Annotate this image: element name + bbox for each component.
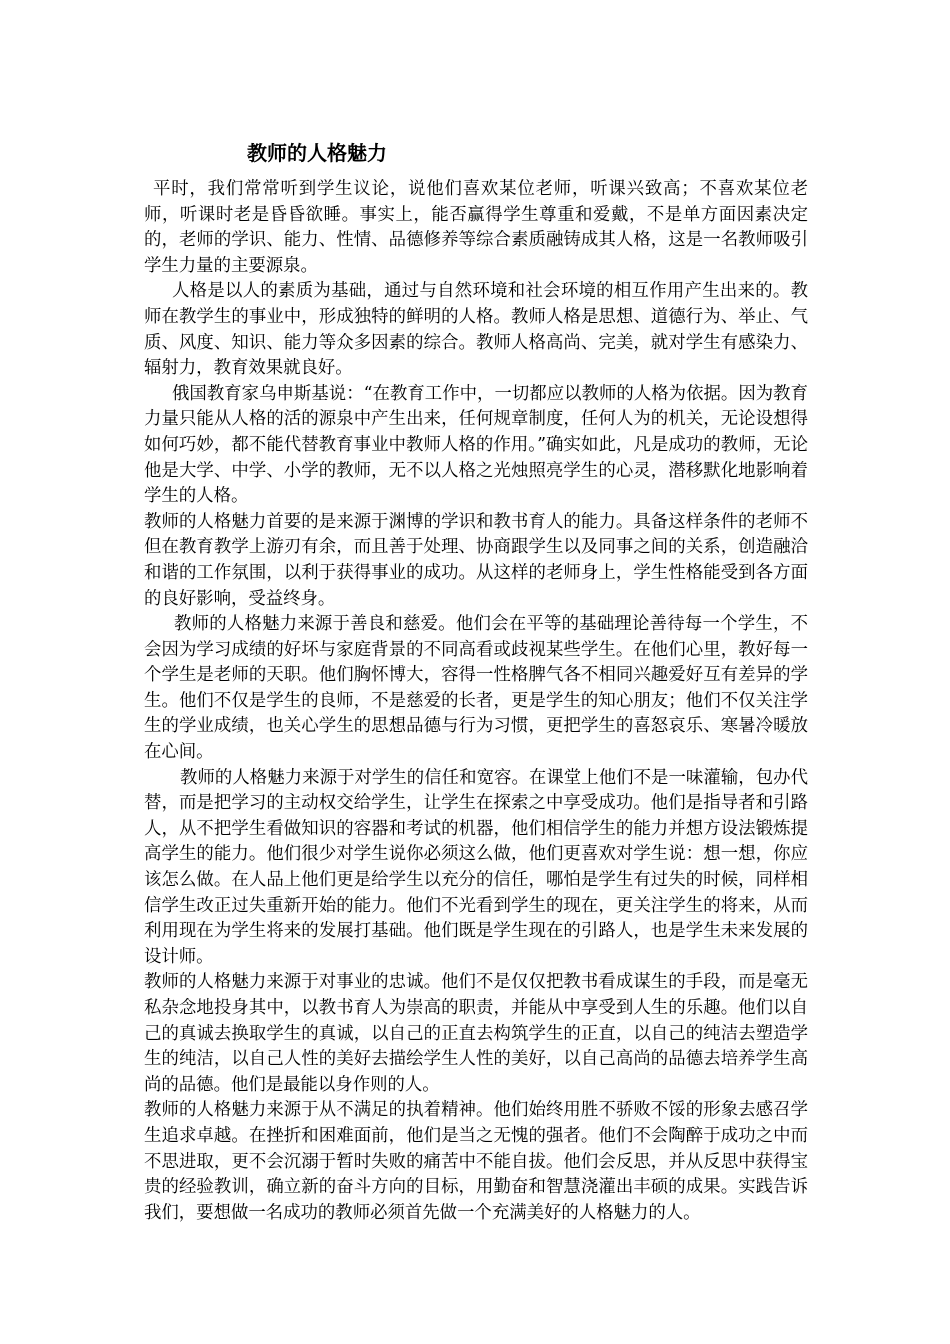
document-body [144, 177, 808, 1226]
paragraph-trust-tolerance: 教师的人格魅力来源于对学生的信任和宽容。在课堂上他们不是一味灌输，包办代替，而是把学习的主动权交给学生，让学生在探索之中享受成功。他们是指导者和引路人，从不把学生看做知识的容器和考试的机器，他们相信学生的能力并想方设法锻炼提高学生的能力。他们很少对学生说你必须这么做，他们更喜欢对学生说：想一想，你应该怎么做。在人品上他们更是给学生以充分的信任，哪怕是学生有过失的时候，同样相信学生改正过失重新开始的能力。他们不光看到学生的现在，更关注学生的将来，从而利用现在为学生将来的发展打基础。他们既是学生现在的引路人，也是学生未来发展的设计师。 [144, 767, 808, 967]
paragraph-intro: 平时，我们常常听到学生议论，说他们喜欢某位老师，听课兴致高；不喜欢某位老师，听课时老是昏昏欲睡。事实上，能否赢得学生尊重和爱戴，不是单方面因素决定的，老师的学识、能力、性情、品德修养等综合素质融铸成其人格，这是一名教师吸引学生力量的主要源泉。 [144, 179, 808, 276]
paragraph-personality-definition: 人格是以人的素质为基础，通过与自然环境和社会环境的相互作用产生出来的。教师在教学生的事业中，形成独特的鲜明的人格。教师人格是思想、道德行为、举止、气质、风度、知识、能力等众多因素的综合。教师人格高尚、完美，就对学生有感染力、辐射力，教育效果就良好。 [144, 281, 808, 379]
document-title: 教师的人格魅力 [247, 141, 387, 165]
paragraph-knowledge-ability: 教师的人格魅力首要的是来源于渊博的学识和教书育人的能力。具备这样条件的老师不但在教育教学上游刃有余，而且善于处理、协商跟学生以及同事之间的关系，创造融洽和谐的工作氛围，以利于获得事业的成功。从这样的老师身上，学生性格能受到各方面的良好影响，受益终身。 [144, 511, 808, 609]
paragraph-kindness-love: 教师的人格魅力来源于善良和慈爱。他们会在平等的基础理论善待每一个学生，不会因为学习成绩的好坏与家庭背景的不同高看或歧视某些学生。在他们心里，教好每一个学生是老师的天职。他们胸怀博大，容得一性格脾气各不相同兴趣爱好互有差异的学生。他们不仅是学生的良师，不是慈爱的长者，更是学生的知心朋友；他们不仅关注学生的学业成绩，也关心学生的思想品德与行为习惯，更把学生的喜怒哀乐、寒暑冷暖放在心间。 [144, 614, 808, 763]
paragraph-persistence: 教师的人格魅力来源于从不满足的执着精神。他们始终用胜不骄败不馁的形象去感召学生追求卓越。在挫折和困难面前，他们是当之无愧的强者。他们不会陶醉于成功之中而不思进取，更不会沉溺于暂时失败的痛苦中不能自拔。他们会反思，并从反思中获得宝贵的经验教训，确立新的奋斗方向的目标，用勤奋和智慧浇灌出丰硕的成果。实践告诉我们，要想做一名成功的教师必须首先做一个充满美好的人格魅力的人。 [144, 1100, 808, 1223]
paragraph-loyalty: 教师的人格魅力来源于对事业的忠诚。他们不是仅仅把教书看成谋生的手段，而是毫无私杂念地投身其中，以教书育人为崇高的职责，并能从中享受到人生的乐趣。他们以自己的真诚去换取学生的真诚，以自己的正直去构筑学生的正直，以自己的纯洁去塑造学生的纯洁，以自己人性的美好去描绘学生人性的美好，以自己高尚的品德去培养学生高尚的品德。他们是最能以身作则的人。 [144, 972, 808, 1095]
paragraph-ushinsky-quote: 俄国教育家乌申斯基说：“在教育工作中，一切都应以教师的人格为依据。因为教育力量只能从人格的活的源泉中产生出来，任何规章制度，任何人为的机关，无论设想得如何巧妙，都不能代替教育事业中教师人格的作用。”确实如此，凡是成功的教师，无论他是大学、中学、小学的教师，无不以人格之光烛照亮学生的心灵，潜移默化地影响着学生的人格。 [144, 383, 808, 507]
